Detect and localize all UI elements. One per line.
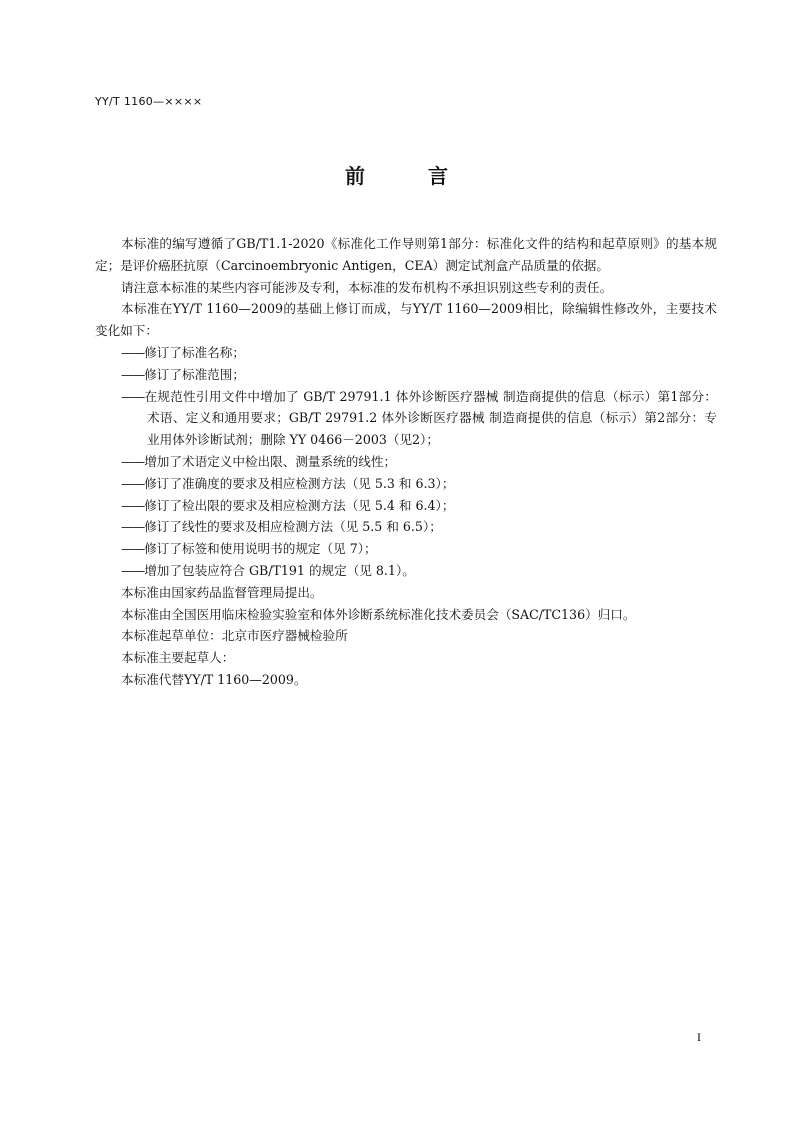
list-item-text: 修订了检出限的要求及相应检测方法（见 5.4 和 6.4）； (144, 497, 455, 513)
change-list-item (95, 364, 717, 386)
list-item-text: 修订了标准名称； (144, 344, 245, 360)
list-item-text: 增加了术语定义中检出限、测量系统的线性； (144, 453, 397, 469)
change-list-item (95, 538, 717, 560)
intro-paragraph: 请注意本标准的某些内容可能涉及专利，本标准的发布机构不承担识别这些专利的责任。 (121, 279, 613, 295)
list-dash: —— (121, 475, 145, 491)
foreword-body (95, 233, 717, 691)
list-item-text: 修订了标签和使用说明书的规定（见 7）； (144, 541, 377, 557)
closing-paragraph: 本标准主要起草人： (121, 650, 235, 666)
change-list-item (95, 473, 717, 495)
list-dash: —— (121, 497, 145, 513)
closing-paragraph: 本标准由国家药品监督管理局提出。 (121, 584, 323, 600)
document-code-header: YY/T 1160—×××× (95, 95, 203, 108)
list-item-text: 修订了准确度的要求及相应检测方法（见 5.3 和 6.3）； (144, 475, 455, 491)
list-dash: —— (121, 519, 145, 535)
list-dash: —— (121, 344, 145, 360)
closing-paragraph: 本标准起草单位：北京市医疗器械检验所 (121, 628, 348, 644)
closing-paragraph: 本标准代替YY/T 1160—2009。 (121, 671, 307, 687)
list-dash: —— (121, 562, 145, 578)
intro-paragraph: 本标准在YY/T 1160—2009的基础上修订而成，与YY/T 1160—2009相比，除编辑性修改外，主要技术变化如下： (95, 301, 717, 339)
change-list-item (95, 386, 717, 451)
list-dash: —— (121, 366, 145, 382)
change-list-item (95, 495, 717, 517)
closing-paragraph: 本标准由全国医用临床检验实验室和体外诊断系统标准化技术委员会（SAC/TC136）归口。 (121, 606, 636, 622)
list-dash: —— (121, 541, 145, 557)
change-list-item (95, 342, 717, 364)
change-list-item (95, 451, 717, 473)
list-item-text: 在规范性引用文件中增加了 GB/T 29791.1 体外诊断医疗器械 制造商提供的信息（标示）第1部分：术语、定义和通用要求；GB/T 29791.2 体外诊断医疗器械 制造商提供的信息（标示）第2部分：专业用体外诊断试剂；删除 YY 0466－2003（见2）； (144, 388, 717, 448)
change-list-item (95, 560, 717, 582)
page-number: I (697, 1030, 701, 1044)
list-dash: —— (121, 453, 145, 469)
page-title: 前 言 (345, 164, 476, 188)
list-item-text: 增加了包装应符合 GB/T191 的规定（见 8.1）。 (144, 562, 415, 578)
change-list-item (95, 516, 717, 538)
intro-paragraph: 本标准的编写遵循了GB/T1.1-2020《标准化工作导则第1部分：标准化文件的结构和起草原则》的基本规定；是评价癌胚抗原（Carcinoembryonic Antigen，CEA）测定试剂盒产品质量的依据。 (95, 236, 717, 273)
list-item-text: 修订了线性的要求及相应检测方法（见 5.5 和 6.5）； (144, 519, 442, 535)
list-dash: —— (121, 388, 145, 404)
list-item-text: 修订了标准范围； (144, 366, 245, 382)
